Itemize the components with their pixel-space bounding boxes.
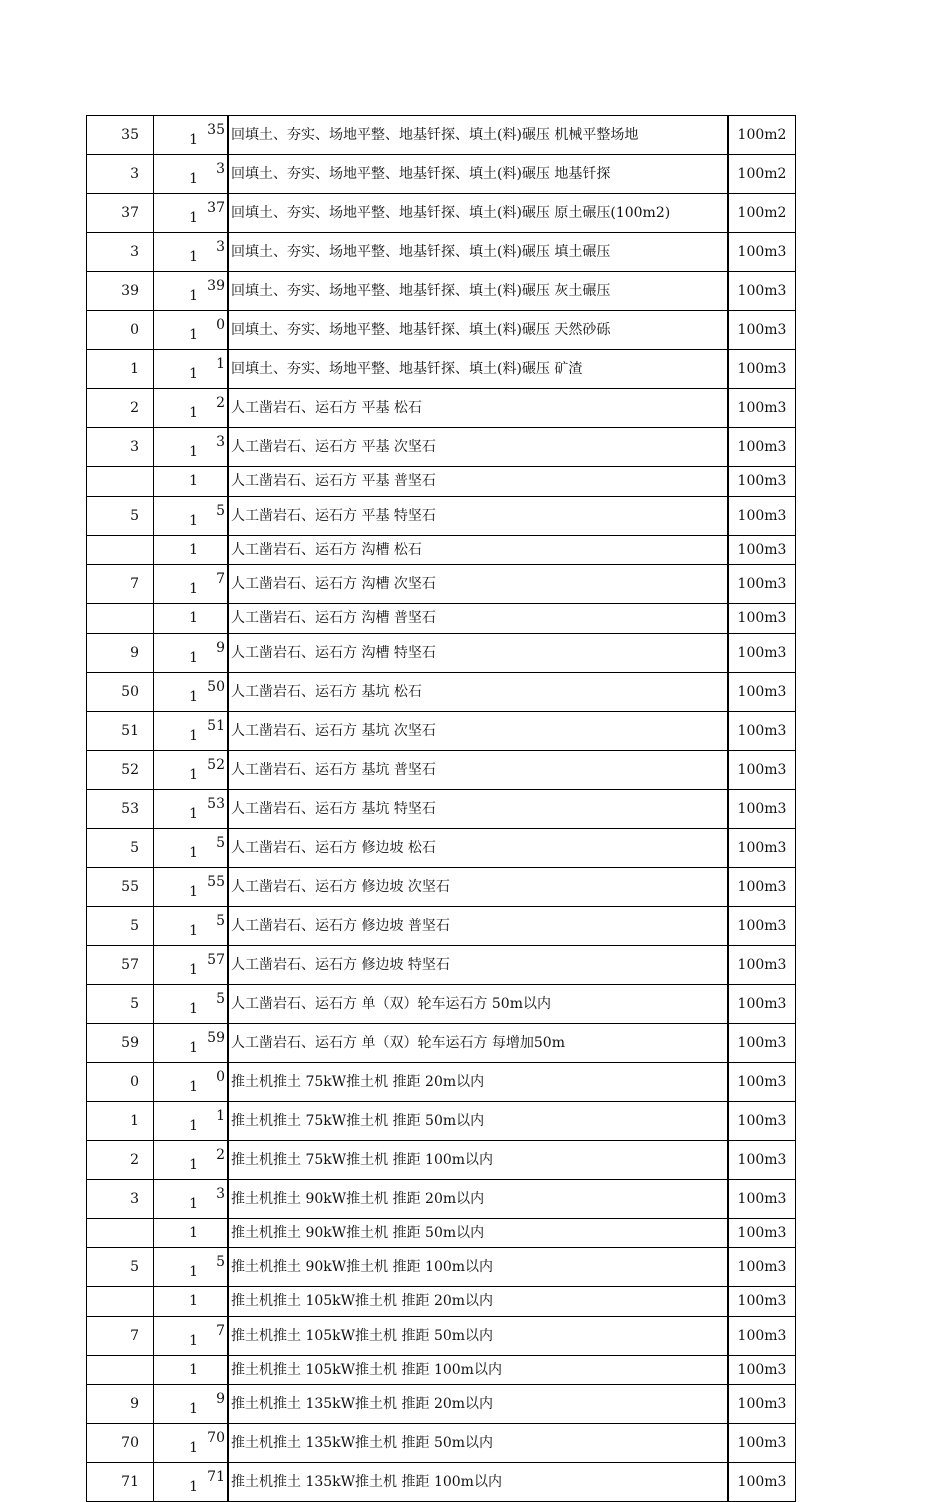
item-description-cell: 人工凿岩石、运石方 基坑 次坚石 (228, 711, 728, 750)
table-row (87, 828, 796, 867)
quantity-code-cell (154, 467, 229, 497)
row-index-cell (87, 467, 154, 497)
quantity-value: 1 (189, 1479, 198, 1495)
table-row (87, 311, 796, 350)
quantity-value: 1 (189, 473, 198, 490)
quantity-value: 1 (189, 961, 198, 978)
item-description-cell: 人工凿岩石、运石方 修边坡 次坚石 (228, 867, 728, 906)
row-index-cell: 1 (87, 1101, 154, 1140)
table-row (87, 116, 796, 155)
item-code: 50 (207, 678, 225, 695)
quantity-value: 1 (189, 1264, 198, 1280)
table-row (87, 1179, 796, 1218)
item-description-cell: 推土机推土 105kW推土机 推距 20m以内 (228, 1287, 728, 1317)
item-description-cell: 推土机推土 135kW推土机 推距 50m以内 (228, 1424, 728, 1463)
row-index-cell: 51 (87, 711, 154, 750)
table-row (87, 428, 796, 467)
item-description-cell: 回填土、夯实、场地平整、地基钎探、填土(料)碾压 灰土碾压 (228, 272, 728, 311)
row-index-cell: 5 (87, 1248, 154, 1287)
quantity-value: 1 (189, 1000, 198, 1017)
quantity-value: 1 (189, 1440, 198, 1456)
quantity-code-cell (154, 194, 229, 233)
quantity-code-cell (154, 428, 229, 467)
row-index-cell: 9 (87, 633, 154, 672)
item-description-cell: 推土机推土 135kW推土机 推距 20m以内 (228, 1385, 728, 1424)
quantity-code-cell (154, 1248, 229, 1287)
quantity-code-cell (154, 1179, 229, 1218)
unit-cell: 100m3 (728, 984, 796, 1023)
row-index-cell: 3 (87, 155, 154, 194)
unit-cell: 100m3 (728, 389, 796, 428)
quantity-code-cell (154, 565, 229, 604)
quantity-code-cell (154, 272, 229, 311)
quantity-code-cell (154, 535, 229, 565)
quantity-value: 1 (189, 688, 198, 705)
quantity-value: 1 (189, 1195, 198, 1212)
row-index-cell: 71 (87, 1463, 154, 1502)
quantity-value: 1 (189, 727, 198, 744)
unit-cell: 100m3 (728, 1463, 796, 1502)
row-index-cell (87, 604, 154, 634)
table-row (87, 1023, 796, 1062)
item-description-cell: 推土机推土 75kW推土机 推距 100m以内 (228, 1140, 728, 1179)
quantity-value: 1 (189, 805, 198, 822)
table-row (87, 1248, 796, 1287)
quantity-code-cell (154, 350, 229, 389)
item-code: 57 (207, 951, 225, 968)
table-row (87, 389, 796, 428)
table-row (87, 467, 796, 497)
unit-cell: 100m3 (728, 672, 796, 711)
table-row (87, 1316, 796, 1355)
unit-cell: 100m3 (728, 945, 796, 984)
unit-cell: 100m3 (728, 1385, 796, 1424)
quantity-value: 1 (189, 1361, 198, 1378)
item-code: 7 (216, 1322, 225, 1339)
row-index-cell: 52 (87, 750, 154, 789)
table-row (87, 867, 796, 906)
item-code: 70 (207, 1430, 225, 1446)
quantity-value: 1 (189, 610, 198, 627)
item-description-cell: 人工凿岩石、运石方 沟槽 松石 (228, 535, 728, 565)
item-description-cell: 回填土、夯实、场地平整、地基钎探、填土(料)碾压 矿渣 (228, 350, 728, 389)
quantity-value: 1 (189, 512, 198, 529)
table-row (87, 1062, 796, 1101)
unit-cell: 100m3 (728, 906, 796, 945)
item-code: 51 (207, 717, 225, 734)
quantity-code-cell (154, 1062, 229, 1101)
item-code: 0 (216, 1068, 225, 1085)
item-description-cell: 人工凿岩石、运石方 修边坡 松石 (228, 828, 728, 867)
row-index-cell: 5 (87, 496, 154, 535)
quantity-value: 1 (189, 327, 198, 343)
item-description-cell: 人工凿岩石、运石方 平基 特坚石 (228, 496, 728, 535)
quantity-value: 1 (189, 405, 198, 421)
row-index-cell: 5 (87, 828, 154, 867)
item-description-cell: 推土机推土 90kW推土机 推距 50m以内 (228, 1218, 728, 1248)
item-code: 3 (216, 1185, 225, 1202)
row-index-cell: 5 (87, 906, 154, 945)
quantity-value: 1 (189, 210, 198, 226)
quota-table (86, 115, 796, 1502)
quantity-code-cell (154, 1287, 229, 1317)
unit-cell: 100m3 (728, 711, 796, 750)
unit-cell: 100m3 (728, 1179, 796, 1218)
item-code: 5 (216, 502, 225, 519)
quantity-code-cell (154, 604, 229, 634)
row-index-cell: 0 (87, 1062, 154, 1101)
quantity-code-cell (154, 116, 229, 155)
table-row (87, 750, 796, 789)
item-description-cell: 人工凿岩石、运石方 修边坡 特坚石 (228, 945, 728, 984)
item-code: 37 (207, 200, 225, 216)
quantity-value: 1 (189, 288, 198, 304)
item-description-cell: 回填土、夯实、场地平整、地基钎探、填土(料)碾压 填土碾压 (228, 233, 728, 272)
item-code: 9 (216, 1391, 225, 1407)
row-index-cell: 1 (87, 350, 154, 389)
row-index-cell: 53 (87, 789, 154, 828)
quantity-value: 1 (189, 541, 198, 558)
row-index-cell: 70 (87, 1424, 154, 1463)
quantity-value: 1 (189, 1078, 198, 1095)
unit-cell: 100m3 (728, 233, 796, 272)
unit-cell: 100m3 (728, 565, 796, 604)
quantity-value: 1 (189, 1156, 198, 1173)
item-description-cell: 人工凿岩石、运石方 沟槽 次坚石 (228, 565, 728, 604)
table-row (87, 945, 796, 984)
quantity-code-cell (154, 233, 229, 272)
quantity-code-cell (154, 311, 229, 350)
row-index-cell: 2 (87, 1140, 154, 1179)
item-code: 1 (216, 1107, 225, 1124)
table-row (87, 906, 796, 945)
quantity-code-cell (154, 1355, 229, 1385)
quantity-value: 1 (189, 132, 198, 148)
unit-cell: 100m3 (728, 311, 796, 350)
quantity-value: 1 (189, 844, 198, 861)
unit-cell: 100m3 (728, 1023, 796, 1062)
quantity-code-cell (154, 672, 229, 711)
unit-cell: 100m2 (728, 194, 796, 233)
quantity-code-cell (154, 1140, 229, 1179)
item-description-cell: 回填土、夯实、场地平整、地基钎探、填土(料)碾压 天然砂砾 (228, 311, 728, 350)
row-index-cell: 35 (87, 116, 154, 155)
unit-cell: 100m3 (728, 350, 796, 389)
quantity-code-cell (154, 750, 229, 789)
unit-cell: 100m3 (728, 467, 796, 497)
unit-cell: 100m3 (728, 789, 796, 828)
quantity-value: 1 (189, 1401, 198, 1417)
item-description-cell: 推土机推土 75kW推土机 推距 20m以内 (228, 1062, 728, 1101)
quantity-value: 1 (189, 1224, 198, 1241)
row-index-cell (87, 1287, 154, 1317)
quota-table-body (87, 116, 796, 1502)
row-index-cell (87, 1355, 154, 1385)
unit-cell: 100m3 (728, 1101, 796, 1140)
item-description-cell: 人工凿岩石、运石方 沟槽 普坚石 (228, 604, 728, 634)
item-code: 59 (207, 1029, 225, 1046)
unit-cell: 100m3 (728, 1424, 796, 1463)
quantity-code-cell (154, 867, 229, 906)
row-index-cell: 5 (87, 984, 154, 1023)
item-description-cell: 人工凿岩石、运石方 基坑 普坚石 (228, 750, 728, 789)
table-row (87, 1101, 796, 1140)
item-code: 5 (216, 1254, 225, 1270)
quantity-value: 1 (189, 1039, 198, 1056)
unit-cell: 100m3 (728, 1140, 796, 1179)
table-row (87, 789, 796, 828)
item-code: 55 (207, 873, 225, 890)
unit-cell: 100m3 (728, 828, 796, 867)
item-code: 7 (216, 571, 225, 587)
unit-cell: 100m3 (728, 496, 796, 535)
quantity-value: 1 (189, 249, 198, 265)
item-description-cell: 人工凿岩石、运石方 修边坡 普坚石 (228, 906, 728, 945)
table-row (87, 496, 796, 535)
item-code: 53 (207, 795, 225, 812)
item-description-cell: 推土机推土 90kW推土机 推距 100m以内 (228, 1248, 728, 1287)
item-description-cell: 回填土、夯实、场地平整、地基钎探、填土(料)碾压 原土碾压(100m2) (228, 194, 728, 233)
quantity-value: 1 (189, 1293, 198, 1310)
item-code: 2 (216, 1146, 225, 1163)
quantity-code-cell (154, 496, 229, 535)
quantity-value: 1 (189, 1332, 198, 1349)
unit-cell: 100m2 (728, 155, 796, 194)
item-code: 71 (207, 1469, 225, 1485)
quantity-value: 1 (189, 171, 198, 187)
item-description-cell: 推土机推土 105kW推土机 推距 50m以内 (228, 1316, 728, 1355)
item-description-cell: 回填土、夯实、场地平整、地基钎探、填土(料)碾压 机械平整场地 (228, 116, 728, 155)
item-description-cell: 人工凿岩石、运石方 基坑 特坚石 (228, 789, 728, 828)
item-code: 39 (207, 278, 225, 294)
row-index-cell: 7 (87, 565, 154, 604)
row-index-cell: 2 (87, 389, 154, 428)
item-description-cell: 回填土、夯实、场地平整、地基钎探、填土(料)碾压 地基钎探 (228, 155, 728, 194)
table-row (87, 350, 796, 389)
quantity-code-cell (154, 1424, 229, 1463)
item-description-cell: 人工凿岩石、运石方 平基 次坚石 (228, 428, 728, 467)
item-code: 0 (216, 317, 225, 333)
unit-cell: 100m3 (728, 272, 796, 311)
table-row (87, 711, 796, 750)
row-index-cell: 39 (87, 272, 154, 311)
unit-cell: 100m3 (728, 633, 796, 672)
quantity-code-cell (154, 389, 229, 428)
item-code: 2 (216, 395, 225, 411)
item-description-cell: 推土机推土 105kW推土机 推距 100m以内 (228, 1355, 728, 1385)
quantity-code-cell (154, 1023, 229, 1062)
table-row (87, 565, 796, 604)
table-row (87, 1385, 796, 1424)
item-code: 52 (207, 756, 225, 773)
item-description-cell: 人工凿岩石、运石方 单（双）轮车运石方 每增加50m (228, 1023, 728, 1062)
quantity-code-cell (154, 984, 229, 1023)
quantity-code-cell (154, 945, 229, 984)
row-index-cell: 9 (87, 1385, 154, 1424)
quantity-code-cell (154, 789, 229, 828)
quantity-code-cell (154, 633, 229, 672)
row-index-cell: 3 (87, 233, 154, 272)
unit-cell: 100m3 (728, 1316, 796, 1355)
quantity-value: 1 (189, 444, 198, 460)
quantity-code-cell (154, 906, 229, 945)
unit-cell: 100m3 (728, 428, 796, 467)
table-row (87, 672, 796, 711)
quantity-value: 1 (189, 649, 198, 666)
quantity-value: 1 (189, 766, 198, 783)
quantity-code-cell (154, 1385, 229, 1424)
item-code: 5 (216, 990, 225, 1007)
unit-cell: 100m2 (728, 116, 796, 155)
table-row (87, 194, 796, 233)
item-description-cell: 人工凿岩石、运石方 沟槽 特坚石 (228, 633, 728, 672)
table-row (87, 1424, 796, 1463)
table-row (87, 1218, 796, 1248)
item-code: 9 (216, 639, 225, 656)
item-description-cell: 人工凿岩石、运石方 平基 普坚石 (228, 467, 728, 497)
row-index-cell: 55 (87, 867, 154, 906)
table-row (87, 633, 796, 672)
row-index-cell (87, 535, 154, 565)
row-index-cell: 50 (87, 672, 154, 711)
row-index-cell: 0 (87, 311, 154, 350)
table-row (87, 1287, 796, 1317)
table-row (87, 1140, 796, 1179)
row-index-cell: 37 (87, 194, 154, 233)
unit-cell: 100m3 (728, 867, 796, 906)
item-code: 1 (216, 356, 225, 372)
item-description-cell: 人工凿岩石、运石方 平基 松石 (228, 389, 728, 428)
quantity-code-cell (154, 711, 229, 750)
table-row (87, 272, 796, 311)
row-index-cell: 3 (87, 428, 154, 467)
item-description-cell: 推土机推土 90kW推土机 推距 20m以内 (228, 1179, 728, 1218)
item-description-cell: 人工凿岩石、运石方 基坑 松石 (228, 672, 728, 711)
item-code: 3 (216, 239, 225, 255)
quantity-value: 1 (189, 1117, 198, 1134)
unit-cell: 100m3 (728, 1062, 796, 1101)
unit-cell: 100m3 (728, 1218, 796, 1248)
unit-cell: 100m3 (728, 750, 796, 789)
item-description-cell: 推土机推土 75kW推土机 推距 50m以内 (228, 1101, 728, 1140)
quantity-value: 1 (189, 581, 198, 597)
row-index-cell: 7 (87, 1316, 154, 1355)
quantity-value: 1 (189, 922, 198, 939)
table-row (87, 1355, 796, 1385)
item-code: 5 (216, 912, 225, 929)
row-index-cell: 3 (87, 1179, 154, 1218)
quantity-code-cell (154, 1101, 229, 1140)
item-description-cell: 推土机推土 135kW推土机 推距 100m以内 (228, 1463, 728, 1502)
quantity-value: 1 (189, 883, 198, 900)
item-description-cell: 人工凿岩石、运石方 单（双）轮车运石方 50m以内 (228, 984, 728, 1023)
quantity-code-cell (154, 1463, 229, 1502)
quantity-code-cell (154, 1218, 229, 1248)
row-index-cell: 57 (87, 945, 154, 984)
item-code: 3 (216, 434, 225, 450)
unit-cell: 100m3 (728, 535, 796, 565)
table-row (87, 984, 796, 1023)
table-row (87, 233, 796, 272)
quantity-code-cell (154, 155, 229, 194)
unit-cell: 100m3 (728, 1287, 796, 1317)
quantity-code-cell (154, 828, 229, 867)
item-code: 3 (216, 161, 225, 177)
quantity-value: 1 (189, 366, 198, 382)
table-row (87, 604, 796, 634)
table-row (87, 155, 796, 194)
row-index-cell (87, 1218, 154, 1248)
row-index-cell: 59 (87, 1023, 154, 1062)
unit-cell: 100m3 (728, 1248, 796, 1287)
unit-cell: 100m3 (728, 604, 796, 634)
unit-cell: 100m3 (728, 1355, 796, 1385)
item-code: 35 (207, 122, 225, 138)
table-row (87, 1463, 796, 1502)
table-row (87, 535, 796, 565)
item-code: 5 (216, 834, 225, 851)
quantity-code-cell (154, 1316, 229, 1355)
